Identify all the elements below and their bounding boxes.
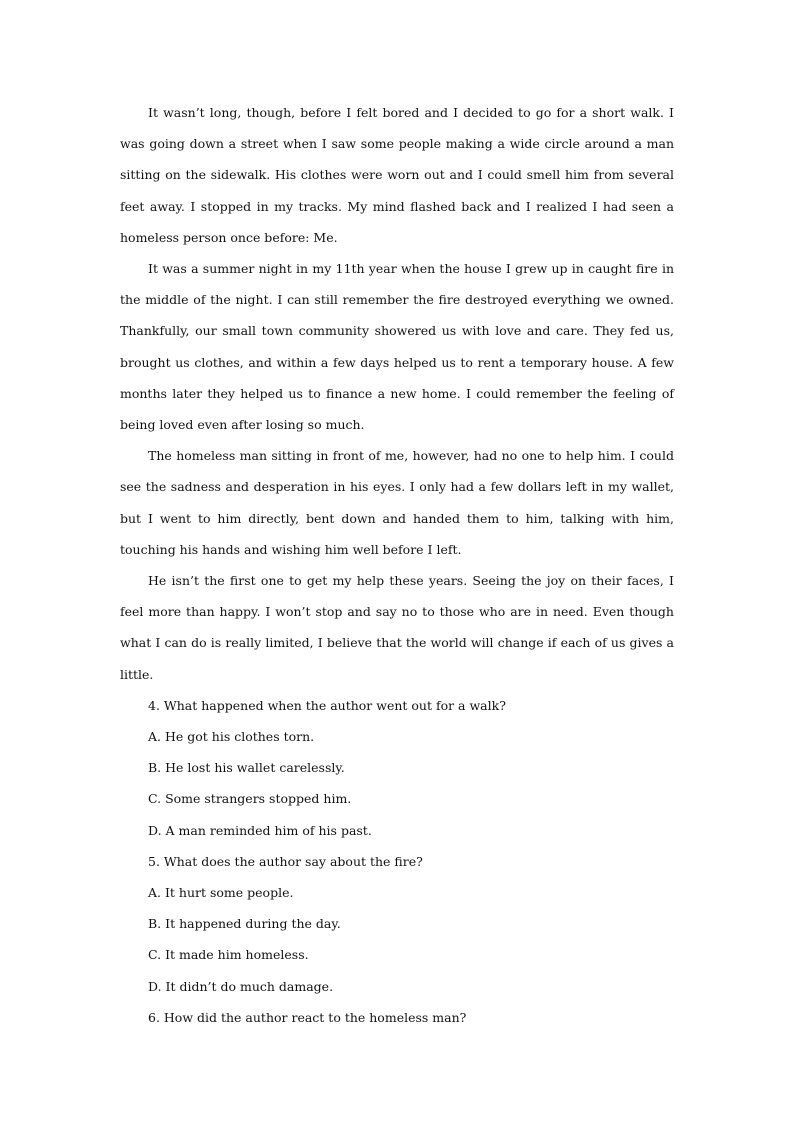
question-5-option-d: D. It didn’t do much damage. (148, 978, 334, 994)
passage-paragraph-3: The homeless man sitting in front of me, however, had no one to help him. I could see the sadness and desperation in his eyes. I only had a few dollars left in my wallet, but I went to him directly, bent down and handed them to him, talking with him, touching his hands and wishing him well before I left. (120, 448, 674, 557)
question-6-stem: 6. How did the author react to the homeless man? (148, 1009, 467, 1025)
question-4-option-b: B. He lost his wallet carelessly. (148, 760, 345, 776)
question-4-option-d: D. A man reminded him of his past. (148, 822, 372, 838)
question-5 (120, 846, 674, 1002)
question-5-option-a: A. It hurt some people. (148, 885, 294, 901)
question-6 (120, 1002, 674, 1033)
passage-paragraph-1: It wasn’t long, though, before I felt bored and I decided to go for a short walk. I was going down a street when I saw some people making a wide circle around a man sitting on the sidewalk. His clothes were worn out and I could smell him from several feet away. I stopped in my tracks. My mind flashed back and I realized I had seen a homeless person once before: Me. (120, 105, 674, 245)
question-5-stem: 5. What does the author say about the fire? (148, 853, 423, 869)
question-4-option-a: A. He got his clothes torn. (148, 729, 315, 745)
question-5-option-b: B. It happened during the day. (148, 916, 341, 932)
passage-paragraph-2: It was a summer night in my 11th year when the house I grew up in caught fire in the middle of the night. I can still remember the fire destroyed everything we owned. Thankfully, our small town community showered us with love and care. They fed us, brought us clothes, and within a few days helped us to rent a temporary house. A few months later they helped us to finance a new home. I could remember the feeling of being loved even after losing so much. (120, 261, 674, 433)
question-4-option-c: C. Some strangers stopped him. (148, 791, 352, 807)
question-4-stem: 4. What happened when the author went out for a walk? (148, 697, 506, 713)
passage-paragraph-4: He isn’t the first one to get my help these years. Seeing the joy on their faces, I feel more than happy. I won’t stop and say no to those who are in need. Even though what I can do is really limited, I believe that the world will change if each of us gives a little. (120, 573, 674, 682)
question-5-option-c: C. It made him homeless. (148, 947, 309, 963)
document-page (120, 97, 674, 1033)
question-4 (120, 690, 674, 846)
